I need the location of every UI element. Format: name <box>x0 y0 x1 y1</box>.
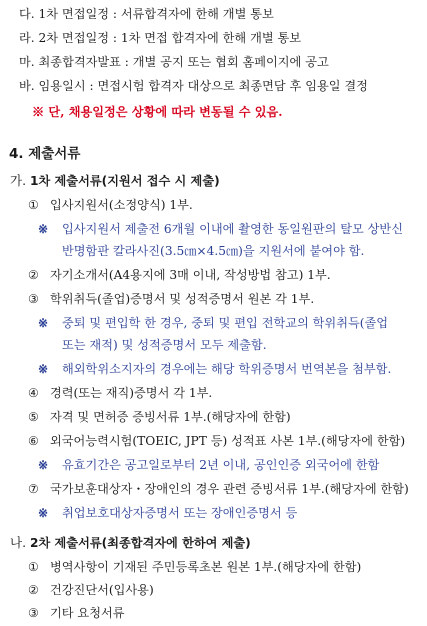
item-number: ⑥ <box>28 434 39 448</box>
item-text: 입사지원서(소정양식) 1부. <box>50 198 193 212</box>
ga-note-dropout <box>38 315 388 331</box>
ga-note-validity <box>38 457 379 473</box>
item-text: 자기소개서(A4용지에 3매 이내, 작성방법 참고) 1부. <box>50 268 331 282</box>
subsection-ga-title: 1차 제출서류(지원서 접수 시 제출) <box>30 174 220 188</box>
subsection-ga-prefix: 가. <box>10 173 31 188</box>
subsection-na-title: 2차 제출서류(최종합격자에 한하여 제출) <box>30 536 251 550</box>
ga-item-5 <box>28 409 291 425</box>
item-text: 기타 요청서류 <box>50 606 125 620</box>
schedule-item-ra: 라. 2차 면접일정 : 1차 면접 합격자에 한해 개별 통보 <box>19 31 302 45</box>
na-item-3 <box>28 605 125 621</box>
item-text: 경력(또는 재직)증명서 각 1부. <box>50 386 213 400</box>
note-mark: ※ <box>38 458 49 472</box>
note-text: 중퇴 및 편입학 한 경우, 중퇴 및 편입 전학교의 학위취득(졸업 <box>62 316 389 330</box>
item-number: ② <box>28 268 39 282</box>
item-number: ① <box>28 198 39 212</box>
ga-note-photo <box>38 221 403 237</box>
note-mark: ※ <box>38 222 49 236</box>
item-number: ② <box>28 583 39 597</box>
note-text: 유효기간은 공고일로부터 2년 이내, 공인인증 외국어에 한함 <box>62 458 380 472</box>
item-text: 외국어능력시험(TOEIC, JPT 등) 성적표 사본 1부.(해당자에 한함) <box>50 434 406 448</box>
schedule-notice: ※ 단, 채용일정은 상황에 따라 변동될 수 있음. <box>32 105 283 119</box>
note-mark: ※ <box>38 506 49 520</box>
ga-item-7 <box>28 481 409 497</box>
subsection-ga-heading <box>10 173 220 189</box>
note-text: 취업보호대상자증명서 또는 장애인증명서 등 <box>62 506 298 520</box>
na-item-1 <box>28 559 361 575</box>
schedule-item-da: 다. 1차 면접일정 : 서류합격자에 한해 개별 통보 <box>19 7 274 21</box>
item-number: ④ <box>28 386 39 400</box>
ga-item-2 <box>28 267 331 283</box>
item-text: 자격 및 면허증 증빙서류 1부.(해당자에 한함) <box>50 410 291 424</box>
note-mark: ※ <box>38 316 49 330</box>
schedule-item-ma: 마. 최종합격자발표 : 개별 공지 또는 협회 홈페이지에 공고 <box>19 55 329 69</box>
item-number: ① <box>28 560 39 574</box>
item-text: 병역사항이 기재된 주민등록초본 원본 1부.(해당자에 한함) <box>50 560 362 574</box>
na-item-2 <box>28 582 154 598</box>
item-number: ③ <box>28 292 39 306</box>
subsection-na-heading <box>10 535 251 551</box>
schedule-item-ba: 바. 임용일시 : 면접시험 합격자 대상으로 최종면담 후 임용일 결정 <box>19 79 368 93</box>
ga-note-veteran <box>38 505 297 521</box>
item-text: 학위취득(졸업)증명서 및 성적증명서 원본 각 1부. <box>50 292 315 306</box>
item-text: 국가보훈대상자・장애인의 경우 관련 증빙서류 1부.(해당자에 한함) <box>50 482 409 496</box>
item-number: ③ <box>28 606 39 620</box>
ga-item-3 <box>28 291 314 307</box>
section-title: 4. 제출서류 <box>9 146 81 162</box>
ga-note-dropout-cont: 또는 재적) 및 성적증명서 모두 제출함. <box>62 338 267 352</box>
note-text: 입사지원서 제출전 6개월 이내에 촬영한 동일원판의 탈모 상반신 <box>62 222 403 236</box>
note-mark: ※ <box>38 362 49 376</box>
item-number: ⑦ <box>28 482 39 496</box>
item-number: ⑤ <box>28 410 39 424</box>
ga-item-1 <box>28 197 193 213</box>
subsection-na-prefix: 나. <box>10 535 31 550</box>
ga-note-photo-cont: 반명함판 칼라사진(3.5㎝×4.5㎝)을 지원서에 붙여야 함. <box>62 244 365 258</box>
ga-item-6 <box>28 433 405 449</box>
note-text: 해외학위소지자의 경우에는 해당 학위증명서 번역본을 첨부함. <box>62 362 392 376</box>
item-text: 건강진단서(입사용) <box>50 583 154 597</box>
ga-note-overseas <box>38 361 391 377</box>
ga-item-4 <box>28 385 212 401</box>
